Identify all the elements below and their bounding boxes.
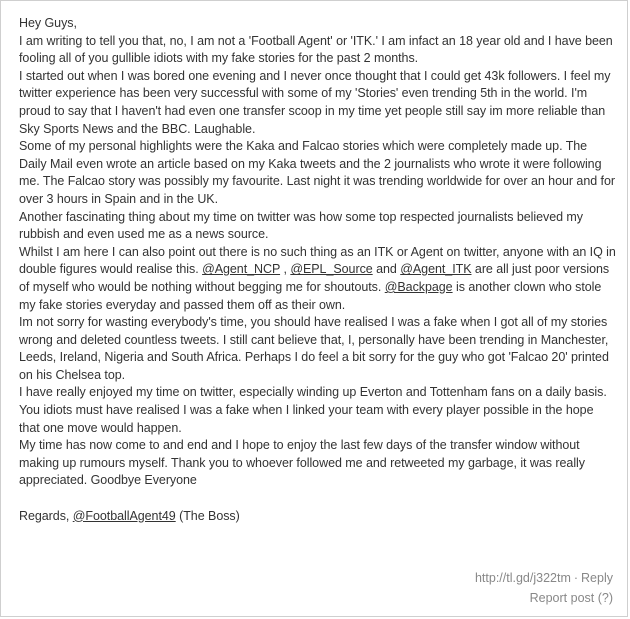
paragraph-mentions-text-b: , bbox=[280, 262, 291, 277]
post-body bbox=[19, 15, 617, 525]
greeting: Hey Guys, bbox=[19, 16, 77, 30]
mention-agent-itk-link[interactable]: @Agent_ITK bbox=[400, 262, 472, 277]
post-footer bbox=[475, 568, 613, 608]
paragraph-goodbye: My time has now come to and end and I hope to enjoy the last few days of the transfer window without making up rumours myself. Thank you to whoever followed me and retweeted my garbage, it was really appreciated. Goodbye Everyone bbox=[19, 438, 585, 488]
mention-epl-source-link[interactable]: @EPL_Source bbox=[290, 262, 373, 277]
paragraph-mentions-text-d: are all just poor versions of myself who would be nothing without begging me for shoutouts. bbox=[19, 262, 610, 294]
paragraph-intro: I am writing to tell you that, no, I am not a 'Football Agent' or 'ITK.' I am infact an 18 year old and I have been fooling all of you gullible idiots with my fake stories for the past 2 months. bbox=[19, 33, 613, 66]
paragraph-enjoyed: I have really enjoyed my time on twitter, especially winding up Everton and Tottenham fans on a daily basis. You idiots must have realised I was a fake when I linked your team with every player possible in the hope that one move would happen. bbox=[19, 385, 607, 435]
reply-link[interactable]: Reply bbox=[581, 571, 613, 585]
paragraph-mentions-text-c: and bbox=[372, 262, 401, 277]
paragraph-not-sorry: Im not sorry for wasting everybody's time, you should have realised I was a fake when I got all of my stories wrong and deleted countless tweets. I still cant believe that, I, personally have been trending in Manchester, Leeds, Ireland, Nigeria and South Africa. Perhaps I do feel a bit sorry for the guy who got 'Falcao 20' printed on his Chelsea top. bbox=[19, 315, 609, 382]
footer-links-row bbox=[475, 568, 613, 588]
report-post-link[interactable]: Report post (?) bbox=[529, 591, 613, 605]
signature-handle-link[interactable]: @FootballAgent49 bbox=[72, 508, 176, 523]
paragraph-mentions bbox=[19, 244, 617, 314]
paragraph-highlights: Some of my personal highlights were the Kaka and Falcao stories which were completely made up. The Daily Mail even wrote an article based on my Kaka tweets and the 2 journalists who wrote it were following me. The Falcao story was possibly my favourite. Last night it was trending worldwide for over an hour and for over 3 hours in Spain and in the UK. bbox=[19, 139, 615, 206]
mention-backpage-link[interactable]: @Backpage bbox=[384, 279, 453, 294]
paragraph-mentions-text-a: Whilst I am here I can also point out there is no such thing as an ITK or Agent on twitter, anyone with an IQ in double figures would realise this. bbox=[19, 244, 616, 277]
mention-agent-ncp-link[interactable]: @Agent_NCP bbox=[202, 262, 281, 277]
blank-line bbox=[19, 490, 617, 508]
footer-separator: · bbox=[573, 571, 579, 585]
paragraph-mentions-text-e: is another clown who stole my fake stories everyday and passed them off as their own. bbox=[19, 279, 602, 312]
signature-suffix: (The Boss) bbox=[175, 508, 240, 523]
signature-prefix: Regards, bbox=[19, 508, 73, 523]
short-url-link[interactable]: http://tl.gd/j322tm bbox=[474, 571, 571, 585]
signature bbox=[19, 508, 617, 526]
paragraph-followers: I started out when I was bored one evening and I never once thought that I could get 43k followers. I feel my twitter experience has been very successful with some of my 'Stories' even trending 5th in the world. I'm proud to say that I haven't had even one transfer scoop in my time yet people still say im more reliable than Sky Sports News and the BBC. Laughable. bbox=[19, 68, 611, 136]
paragraph-journalists: Another fascinating thing about my time on twitter was how some top respected journalists believed my rubbish and even used me as a news source. bbox=[19, 209, 583, 242]
